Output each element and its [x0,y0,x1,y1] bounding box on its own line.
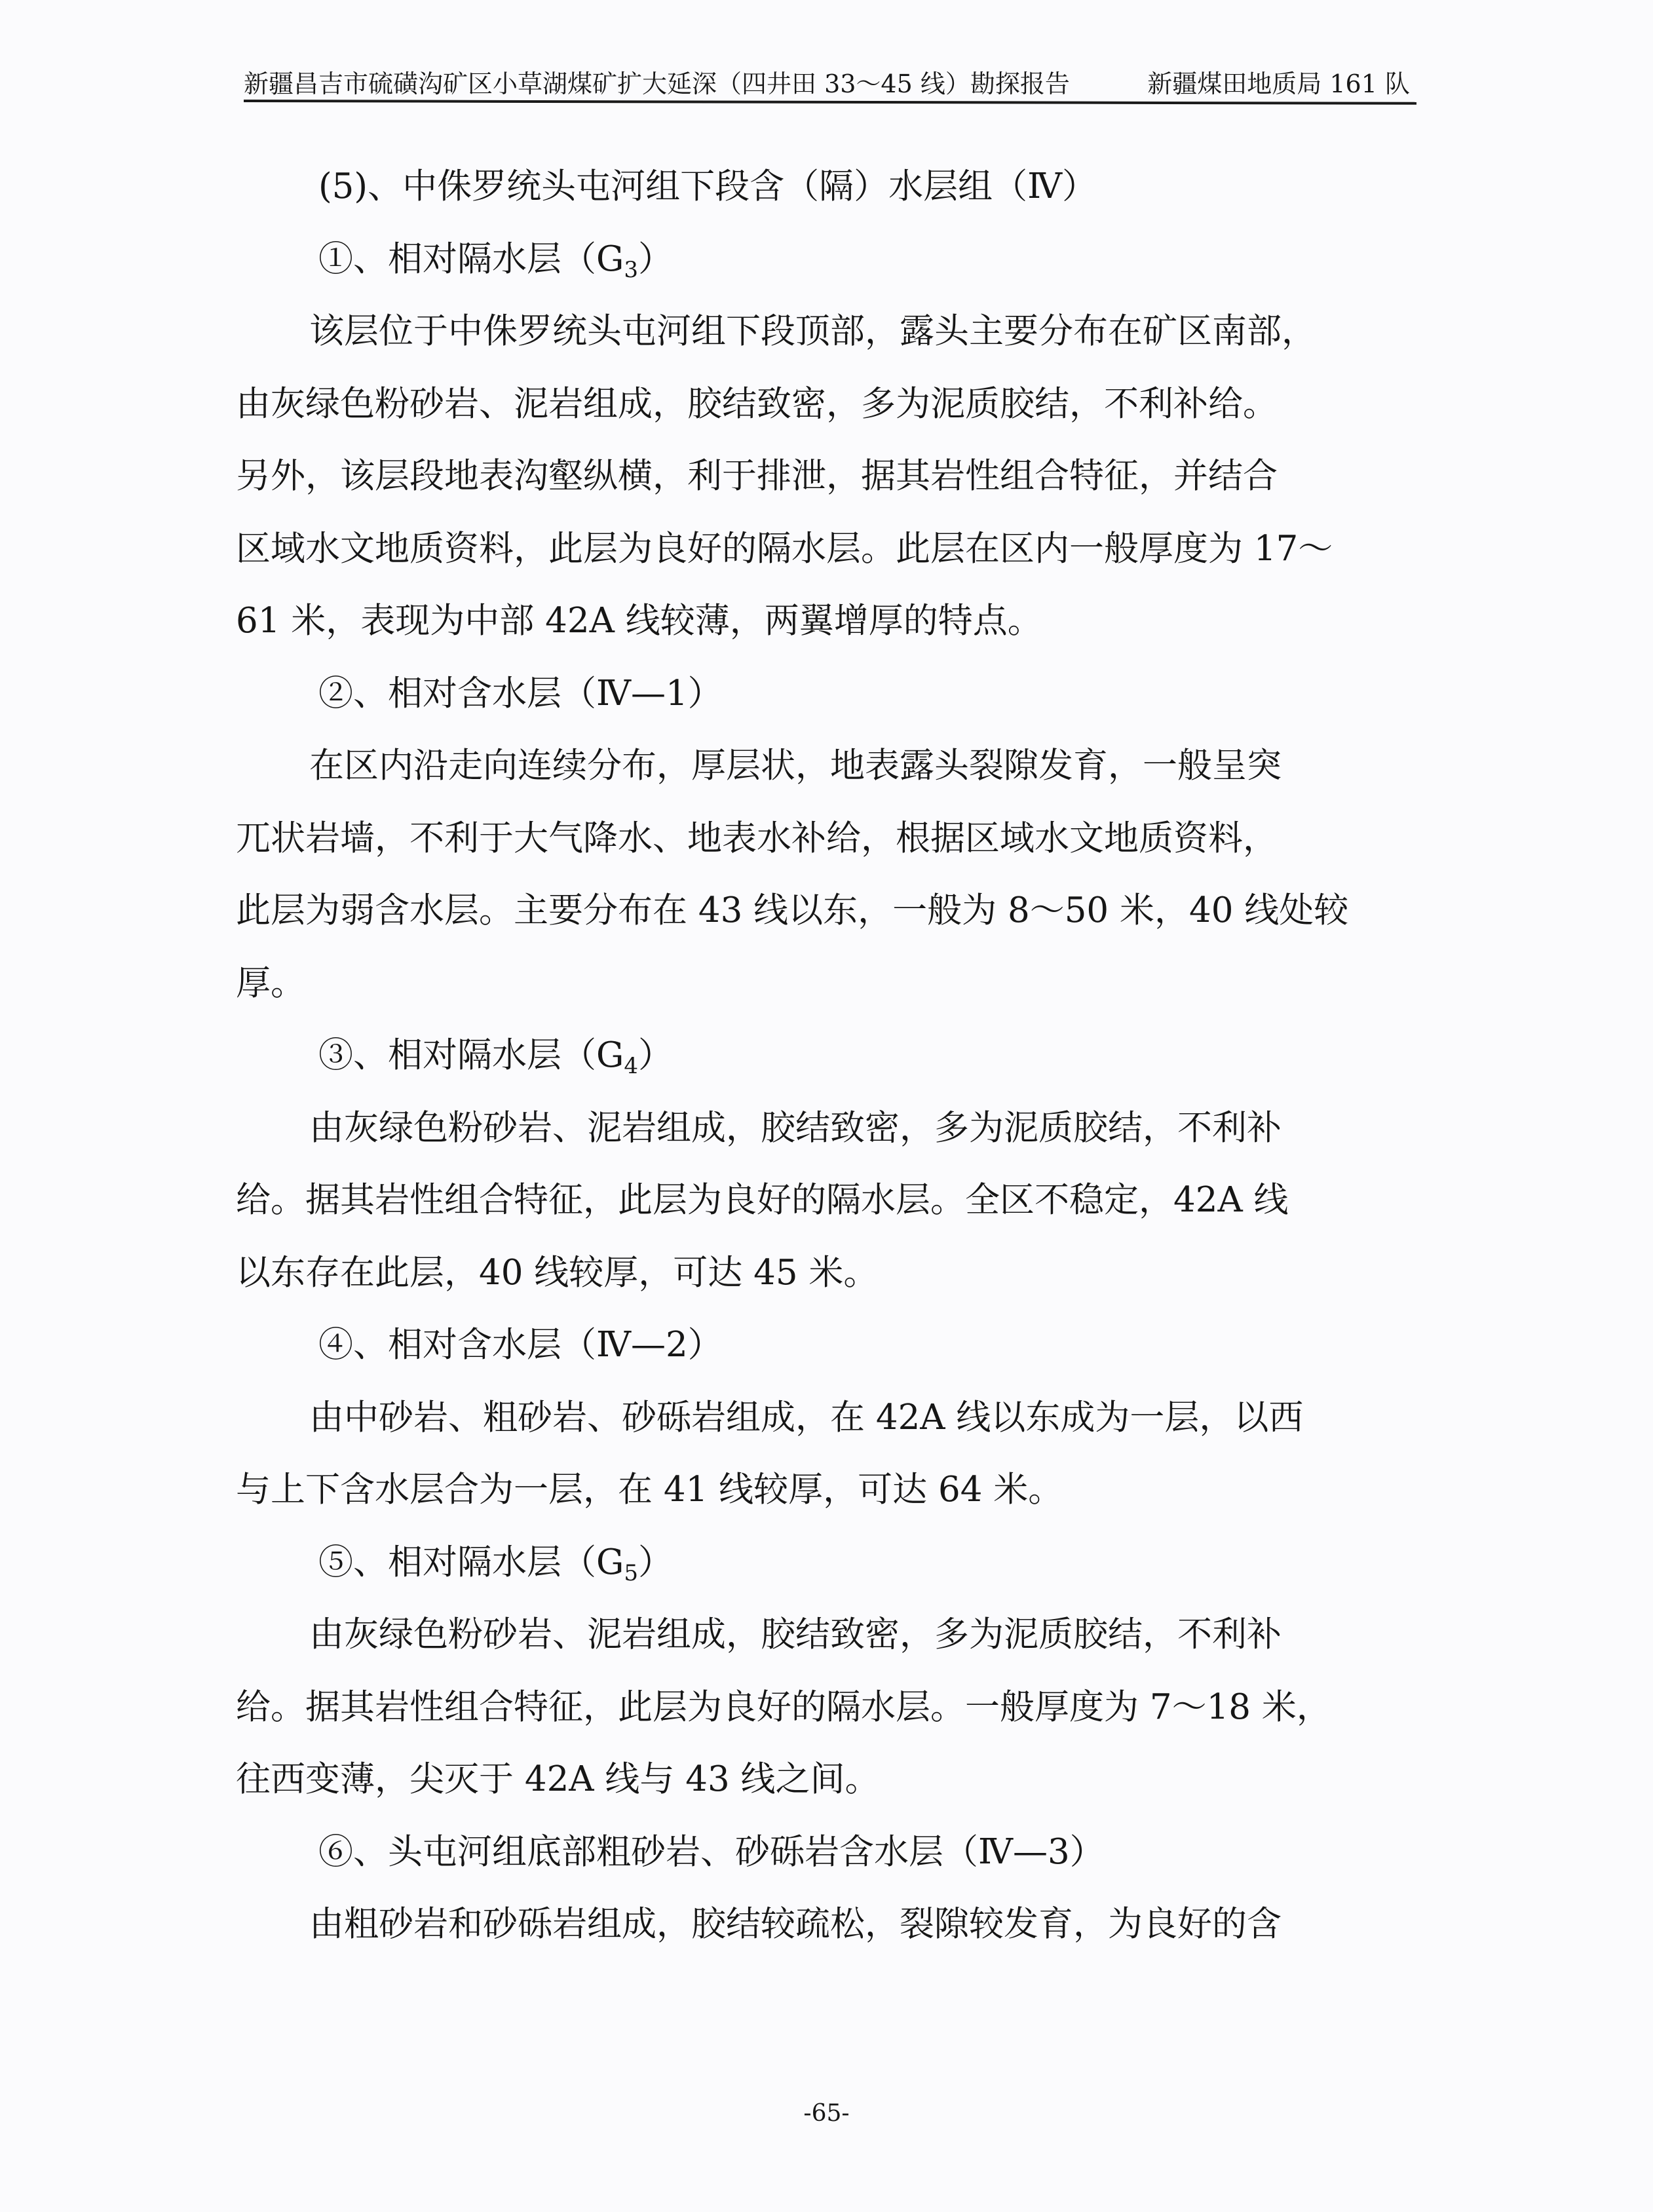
paragraph-line: 由中砂岩、粗砂岩、砂砾岩组成，在 42A 线以东成为一层，以西 [309,1397,1304,1438]
report-title: 新疆昌吉市硫磺沟矿区小草湖煤矿扩大延深（四井田 33～45 线）勘探报告 [244,69,1070,98]
section-heading: (5)、中侏罗统头屯河组下段含（隔）水层组（Ⅳ） [318,166,1097,206]
subsection-heading-2: ②、相对含水层（Ⅳ—1） [318,673,723,714]
subsection-heading-3: ③、相对隔水层$(G_4)$ [318,1035,673,1079]
page-number: -65- [803,2100,850,2127]
page-header [244,60,1416,100]
paragraph-line: 由灰绿色粉砂岩、泥岩组成，胶结致密，多为泥质胶结，不利补 [309,1107,1282,1148]
organization-name: 新疆煤田地质局 161 队 [1147,69,1410,98]
subsection-heading-6: ⑥、头屯河组底部粗砂岩、砂砾岩含水层（Ⅳ—3） [318,1831,1105,1872]
paragraph-line: 给。据其岩性组合特征，此层为良好的隔水层。一般厚度为 7～18 米， [236,1687,1331,1727]
paragraph-line: 另外，该层段地表沟壑纵横，利于排泄，据其岩性组合特征，并结合 [236,456,1278,496]
paragraph-line: 厚。 [236,963,305,1003]
paragraph-line: 此层为弱含水层。主要分布在 43 线以东，一般为 8～50 米，40 线处较 [236,890,1349,930]
paragraph-line: 以东存在此层，40 线较厚，可达 45 米。 [236,1252,879,1293]
paragraph-line: 61 米，表现为中部 42A 线较薄，两翼增厚的特点。 [236,601,1042,641]
paragraph-line: 在区内沿走向连续分布，厚层状，地表露头裂隙发育，一般呈突 [309,746,1282,786]
paragraph-line: 与上下含水层合为一层，在 41 线较厚，可达 64 米。 [236,1470,1063,1510]
paragraph-line: 该层位于中侏罗统头屯河组下段顶部，露头主要分布在矿区南部， [309,311,1316,351]
paragraph-line: 由粗砂岩和砂砾岩组成，胶结较疏松，裂隙较发育，为良好的含 [309,1904,1282,1944]
subsection-heading-1: ①、相对隔水层$(G_3)$ [318,238,673,283]
document-body [236,151,1409,1961]
paragraph-line: 兀状岩墙，不利于大气降水、地表水补给，根据区域水文地质资料， [236,818,1278,858]
paragraph-line: 由灰绿色粉砂岩、泥岩组成，胶结致密，多为泥质胶结，不利补 [309,1614,1282,1654]
paragraph-line: 由灰绿色粉砂岩、泥岩组成，胶结致密，多为泥质胶结，不利补给。 [236,383,1278,424]
paragraph-line: 区域水文地质资料，此层为良好的隔水层。此层在区内一般厚度为 17～ [236,528,1333,569]
header-divider [244,100,1416,105]
subsection-heading-5: ⑤、相对隔水层$(G_5)$ [318,1542,673,1586]
subsection-heading-4: ④、相对含水层（Ⅳ—2） [318,1325,723,1365]
paragraph-line: 往西变薄，尖灭于 42A 线与 43 线之间。 [236,1759,880,1799]
paragraph-line: 给。据其岩性组合特征，此层为良好的隔水层。全区不稳定，42A 线 [236,1180,1289,1220]
